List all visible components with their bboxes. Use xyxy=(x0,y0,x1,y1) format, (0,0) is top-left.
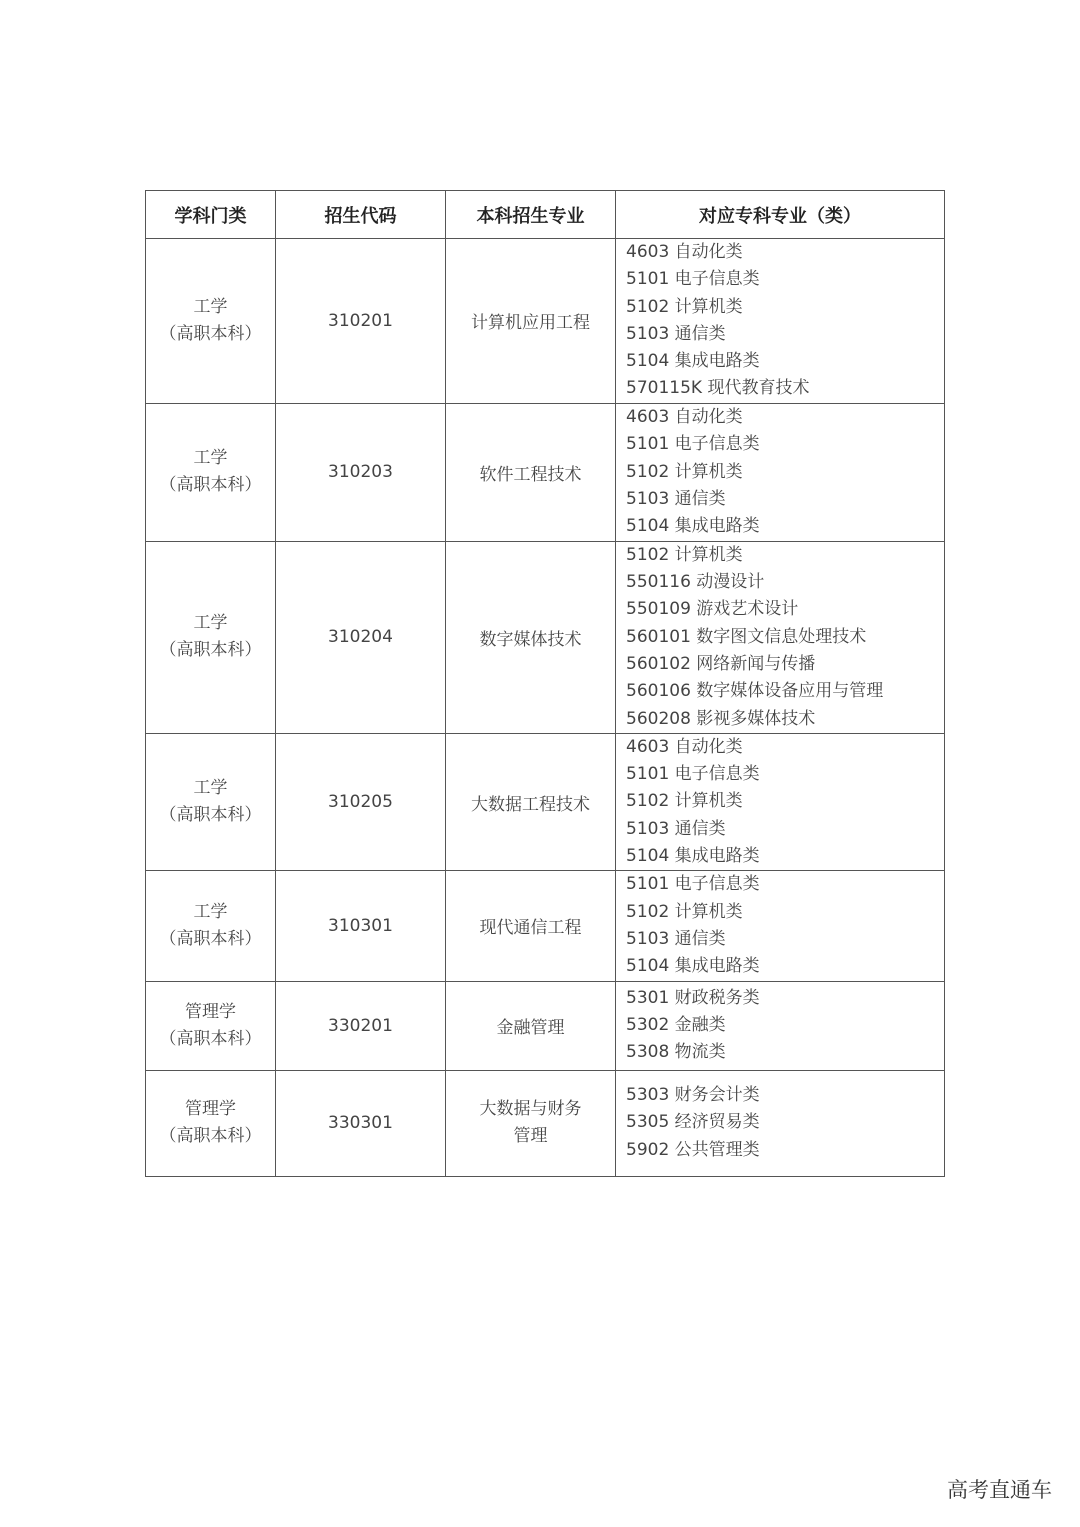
code-cell: 310205 xyxy=(276,733,446,870)
header-related: 对应专科专业（类） xyxy=(616,191,945,239)
related-major: 4603 自动化类 xyxy=(626,407,743,428)
table-row xyxy=(146,871,945,981)
majors-table xyxy=(145,190,945,1177)
category: 工学 xyxy=(193,448,228,469)
table-row xyxy=(146,239,945,404)
major-cell xyxy=(446,1070,616,1176)
category: 管理学 xyxy=(185,1001,236,1022)
related-major: 5101 电子信息类 xyxy=(626,764,760,785)
category: 工学 xyxy=(193,778,228,799)
category-cell xyxy=(146,981,276,1070)
category-sub: （高职本科） xyxy=(159,323,262,344)
watermark: 高考直通车 xyxy=(947,1478,1052,1502)
category: 工学 xyxy=(193,901,228,922)
related-major: 560208 影视多媒体技术 xyxy=(626,708,816,729)
table-row xyxy=(146,541,945,733)
code-cell: 310203 xyxy=(276,403,446,541)
major-cell xyxy=(446,733,616,870)
category-cell xyxy=(146,403,276,541)
related-major: 5305 经济贸易类 xyxy=(626,1112,760,1133)
table-row xyxy=(146,1070,945,1176)
related-major: 5301 财政税务类 xyxy=(626,987,760,1008)
related-major: 550109 游戏艺术设计 xyxy=(626,599,799,620)
header-category: 学科门类 xyxy=(146,191,276,239)
related-major: 550116 动漫设计 xyxy=(626,572,765,593)
major-name: 计算机应用工程 xyxy=(471,313,590,334)
major-name: 金融管理 xyxy=(496,1018,565,1039)
category-sub: （高职本科） xyxy=(159,1126,262,1147)
category: 管理学 xyxy=(185,1099,236,1120)
major-cell xyxy=(446,871,616,981)
category: 工学 xyxy=(193,296,228,317)
major-name: 大数据工程技术 xyxy=(471,794,590,815)
table-row xyxy=(146,403,945,541)
related-major: 5102 计算机类 xyxy=(626,544,743,565)
header-code: 招生代码 xyxy=(276,191,446,239)
code-cell: 330201 xyxy=(276,981,446,1070)
related-major: 5102 计算机类 xyxy=(626,901,743,922)
category: 工学 xyxy=(193,613,228,634)
major-name: 数字媒体技术 xyxy=(479,629,582,650)
related-major: 560102 网络新闻与传播 xyxy=(626,653,816,674)
related-major: 4603 自动化类 xyxy=(626,242,743,262)
category-sub: （高职本科） xyxy=(159,475,262,496)
category-cell xyxy=(146,239,276,404)
major-name: 现代通信工程 xyxy=(479,918,582,939)
related-majors-cell xyxy=(616,981,945,1070)
related-major: 5303 财务会计类 xyxy=(626,1085,760,1106)
category-cell xyxy=(146,733,276,870)
related-major: 5103 通信类 xyxy=(626,928,726,949)
related-majors-cell xyxy=(616,239,945,404)
related-major: 5101 电子信息类 xyxy=(626,874,760,895)
related-major: 5104 集成电路类 xyxy=(626,516,760,537)
related-major: 5101 电子信息类 xyxy=(626,269,760,290)
related-major: 5308 物流类 xyxy=(626,1042,726,1063)
code-cell: 310204 xyxy=(276,541,446,733)
major-cell xyxy=(446,403,616,541)
related-major: 4603 自动化类 xyxy=(626,736,743,757)
related-majors-cell xyxy=(616,871,945,981)
related-major: 5104 集成电路类 xyxy=(626,956,760,977)
table-row xyxy=(146,733,945,870)
table-row xyxy=(146,981,945,1070)
related-major: 560106 数字媒体设备应用与管理 xyxy=(626,681,884,702)
category-sub: （高职本科） xyxy=(159,1028,262,1049)
category-sub: （高职本科） xyxy=(159,640,262,661)
related-majors-cell xyxy=(616,541,945,733)
related-major: 560101 数字图文信息处理技术 xyxy=(626,626,867,647)
table-header xyxy=(146,191,945,239)
major-name: 软件工程技术 xyxy=(479,464,582,485)
category-cell xyxy=(146,541,276,733)
category-cell xyxy=(146,1070,276,1176)
related-majors-cell xyxy=(616,733,945,870)
related-major: 5104 集成电路类 xyxy=(626,846,760,867)
related-major: 5302 金融类 xyxy=(626,1014,726,1035)
related-majors-cell xyxy=(616,403,945,541)
major-name-line: 大数据与财务 xyxy=(479,1099,582,1120)
major-cell xyxy=(446,981,616,1070)
code-cell: 310201 xyxy=(276,239,446,404)
code-cell: 330301 xyxy=(276,1070,446,1176)
major-cell xyxy=(446,239,616,404)
related-major: 5103 通信类 xyxy=(626,488,726,509)
related-major: 5102 计算机类 xyxy=(626,461,743,482)
category-sub: （高职本科） xyxy=(159,928,262,949)
major-name-line: 管理 xyxy=(513,1126,548,1147)
major-cell xyxy=(446,541,616,733)
related-major: 5102 计算机类 xyxy=(626,296,743,317)
related-major: 5103 通信类 xyxy=(626,323,726,344)
related-major: 5902 公共管理类 xyxy=(626,1139,760,1160)
related-major: 5102 计算机类 xyxy=(626,791,743,812)
related-major: 5103 通信类 xyxy=(626,818,726,839)
related-major: 5104 集成电路类 xyxy=(626,351,760,372)
related-major: 570115K 现代教育技术 xyxy=(626,378,810,399)
header-major: 本科招生专业 xyxy=(446,191,616,239)
related-majors-cell xyxy=(616,1070,945,1176)
related-major: 5101 电子信息类 xyxy=(626,434,760,455)
code-cell: 310301 xyxy=(276,871,446,981)
category-sub: （高职本科） xyxy=(159,805,262,826)
category-cell xyxy=(146,871,276,981)
